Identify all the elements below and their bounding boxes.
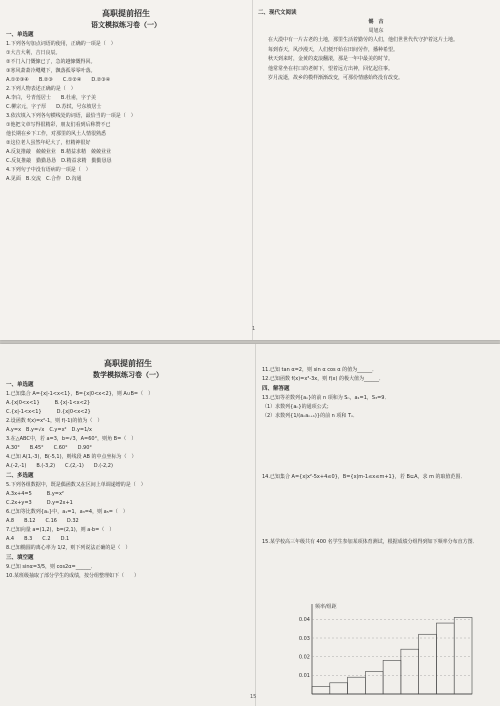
question-line: 他长期在乡下工作，对那里的风土人情很熟悉 bbox=[6, 131, 107, 137]
math-title: 高职提前招生 bbox=[104, 358, 152, 368]
math-subtitle: 数学模拟练习卷（一） bbox=[93, 370, 163, 379]
section-single-choice: 一、单选题 bbox=[6, 32, 34, 38]
page-number: 15 bbox=[250, 694, 257, 700]
question-line: 14.已知集合 A={x|x²-5x+4≤0}，B={x|m-1≤x≤m+1}，若 B⊆A，求 m 的取值范围． bbox=[262, 474, 466, 480]
passage-title: 锡 古 bbox=[368, 19, 384, 25]
chinese-left-column bbox=[6, 8, 246, 334]
question-line: ①他把文章写得很精彩，朋友们看到后称赞不已 bbox=[6, 122, 111, 128]
question-line: A.{x|0<x<1} B.{x|-1<x<2} bbox=[6, 400, 91, 406]
y-axis-label: 频率/组距 bbox=[315, 604, 337, 610]
question-line: ③寒风萧萧冷飕飕下，飘落孤零零叶落。 bbox=[6, 68, 96, 74]
section-multi-choice: 二、多选题 bbox=[6, 473, 34, 479]
question-line: 5.下列各组数据中，既是偶函数又在区间上单调递增的是（ ） bbox=[6, 482, 146, 488]
question-line: 2.设函数 f(x)=x²-1，则 f(-1)的值为（ ） bbox=[6, 418, 103, 424]
question-line: 13.已知等差数列{aₙ}的前 n 项和为 Sₙ，a₁=1，S₃=9． bbox=[262, 395, 390, 401]
question-line: A.y=x B.y=√x C.y=x² D.y=1/x bbox=[6, 427, 92, 433]
question-line: 9.已知 sinα=3/5，则 cos2α=______． bbox=[6, 564, 96, 570]
question-line: 2.下列人物表述正确的是（ ） bbox=[6, 86, 76, 92]
passage-paragraph: 他常常坐在村口的老树下，望着远方出神，回忆起往事。 bbox=[268, 65, 394, 72]
question-line: 1.已知集合 A={x|-1<x<1}，B={x|0<x<2}，则 A∪B=（ ） bbox=[6, 391, 154, 397]
math-right-column bbox=[262, 366, 494, 702]
question-line: A.反复推敲 兢兢业业 B.精益求精 兢兢业业 bbox=[6, 149, 111, 155]
y-tick-label: 0.04 bbox=[298, 617, 310, 624]
chinese-question-list bbox=[6, 40, 246, 184]
histogram-svg bbox=[282, 598, 482, 702]
passage-paragraph: 岁月流逝，故乡的模样渐渐改变，可那份情感始终没有改变。 bbox=[268, 75, 404, 81]
y-tick-label: 0.02 bbox=[298, 654, 310, 661]
passage-paragraph: 秋天到来时，金黄的麦浪翻滚，那是一年中最美的时节。 bbox=[268, 56, 394, 62]
passage-body bbox=[258, 36, 494, 84]
question-line: ②不门入门慨慷已了，急的越慷慨得回。 bbox=[6, 59, 96, 65]
math-exam-sheet bbox=[0, 344, 500, 706]
question-line: ②这位老人虽然年纪大了，但精神很好 bbox=[6, 140, 91, 146]
question-line: 10.某班级抽取了部分学生的成绩，按分组整理如下（ ） bbox=[6, 573, 139, 579]
page-fold bbox=[255, 344, 256, 706]
section-reading: 二、现代文阅读 bbox=[258, 10, 297, 16]
question-line: 4.下列句子中没有语病的一项是（ ） bbox=[6, 167, 91, 173]
histogram-bar bbox=[419, 634, 437, 694]
question-line: A.4 B.3 C.2 D.1 bbox=[6, 536, 70, 542]
histogram-bar bbox=[436, 623, 454, 694]
question-line: 3.依次填入下列各句横线处的词语，最恰当的一项是（ ） bbox=[6, 113, 136, 119]
question-line: A.3x+4=5 B.y=x² bbox=[6, 491, 64, 497]
question-line: （1）求数列{aₙ}的通项公式； bbox=[262, 404, 332, 410]
histogram-bar bbox=[454, 617, 472, 694]
question-line: A.8 B.12 C.16 D.32 bbox=[6, 518, 79, 524]
question-line: 四、解答题 bbox=[262, 386, 290, 392]
page-number: 1 bbox=[252, 326, 256, 332]
question-line: C.{x|-1<x<1} D.{x|0<x<2} bbox=[6, 409, 91, 415]
chinese-subtitle: 语文模拟练习卷（一） bbox=[91, 20, 161, 29]
question-line: 11.已知 tan α=2，则 sin α cos α 的值为______． bbox=[262, 367, 378, 373]
histogram-bar bbox=[383, 660, 401, 694]
question-line: A.李白，号青莲居士 B.杜甫，字子美 bbox=[6, 95, 96, 101]
question-line: 3.在△ABC中，若 a=3，b=√3，A=60°，则角 B=（ ） bbox=[6, 436, 137, 442]
chinese-exam-sheet bbox=[0, 0, 500, 340]
section-single-choice: 一、单选题 bbox=[6, 382, 34, 388]
y-tick-label: 0.03 bbox=[298, 635, 310, 642]
question-line: A.30° B.45° C.60° D.90° bbox=[6, 445, 92, 451]
math-answer-list bbox=[262, 366, 494, 547]
passage-paragraph: 每到春天，风沙漫天，人们便开始在田间劳作，播种希望。 bbox=[268, 46, 399, 53]
histogram-chart bbox=[282, 598, 482, 702]
page-fold bbox=[252, 0, 256, 340]
y-tick-label: 0.01 bbox=[298, 673, 310, 680]
passage-author: 周旭东 bbox=[368, 28, 384, 34]
question-line: 6.已知等比数列{aₙ}中，a₁=1，a₃=4，则 a₅=（ ） bbox=[6, 509, 128, 515]
math-multi-choice-list bbox=[6, 481, 250, 553]
question-line: ①大吉大利，吉日良辰。 bbox=[6, 50, 61, 56]
question-line: （2）求数列{1/(aₙaₙ₊₁)}的前 n 项和 Tₙ． bbox=[262, 413, 359, 419]
histogram-bar bbox=[312, 687, 330, 694]
histogram-bar bbox=[348, 677, 366, 694]
question-line: 4.已知 A(1,-3)，B(-5,1)，则线段 AB 的中点坐标为（ ） bbox=[6, 454, 137, 460]
passage-paragraph: 在大漠中有一片古老的土地，那里生活着勤劳的人们，他们世世代代守护着这片土地。 bbox=[268, 37, 459, 43]
math-single-choice-list bbox=[6, 390, 250, 471]
question-line: A.(-2,-1) B.(-3,2) C.(2,-1) D.(-2,2) bbox=[6, 463, 113, 469]
question-line: 12.已知函数 f(x)=x³-3x，则 f(x) 的极大值为______． bbox=[262, 376, 385, 382]
question-line: A.①②③④ B.②③ C.①②④ D.②③④ bbox=[6, 77, 111, 83]
histogram-bar bbox=[401, 649, 419, 694]
math-left-column bbox=[6, 358, 250, 698]
question-line: A.见面 B.交流 C.合作 D.沟通 bbox=[6, 176, 82, 182]
question-line: C.2x+y=3 D.y=2x+1 bbox=[6, 500, 73, 506]
chinese-right-column bbox=[258, 8, 494, 334]
chinese-title: 高职提前招生 bbox=[102, 8, 150, 18]
math-fill-blank-list bbox=[6, 563, 250, 581]
question-line: 7.已知向量 a=(1,2)，b=(2,1)，则 a·b=（ ） bbox=[6, 527, 115, 533]
section-fill-blank: 三、填空题 bbox=[6, 555, 34, 561]
question-line: 1.下列各句加点词语的使用，正确的一项是（ ） bbox=[6, 41, 116, 47]
question-line: 15.某学校高三年级共有 400 名学生参加某项体育测试，根据成绩分组得到如下频率分布直方图． bbox=[262, 539, 478, 545]
histogram-bar bbox=[365, 672, 383, 694]
question-line: C.反复推敲 勤勤恳恳 D.精益求精 勤勤恳恳 bbox=[6, 158, 112, 164]
question-line: C.柳宗元，字子厚 D.苏轼，号东坡居士 bbox=[6, 104, 102, 110]
question-line: 8.已知椭圆的离心率为 1/2，则下列说法正确的是（ ） bbox=[6, 545, 131, 551]
histogram-bar bbox=[330, 683, 348, 694]
